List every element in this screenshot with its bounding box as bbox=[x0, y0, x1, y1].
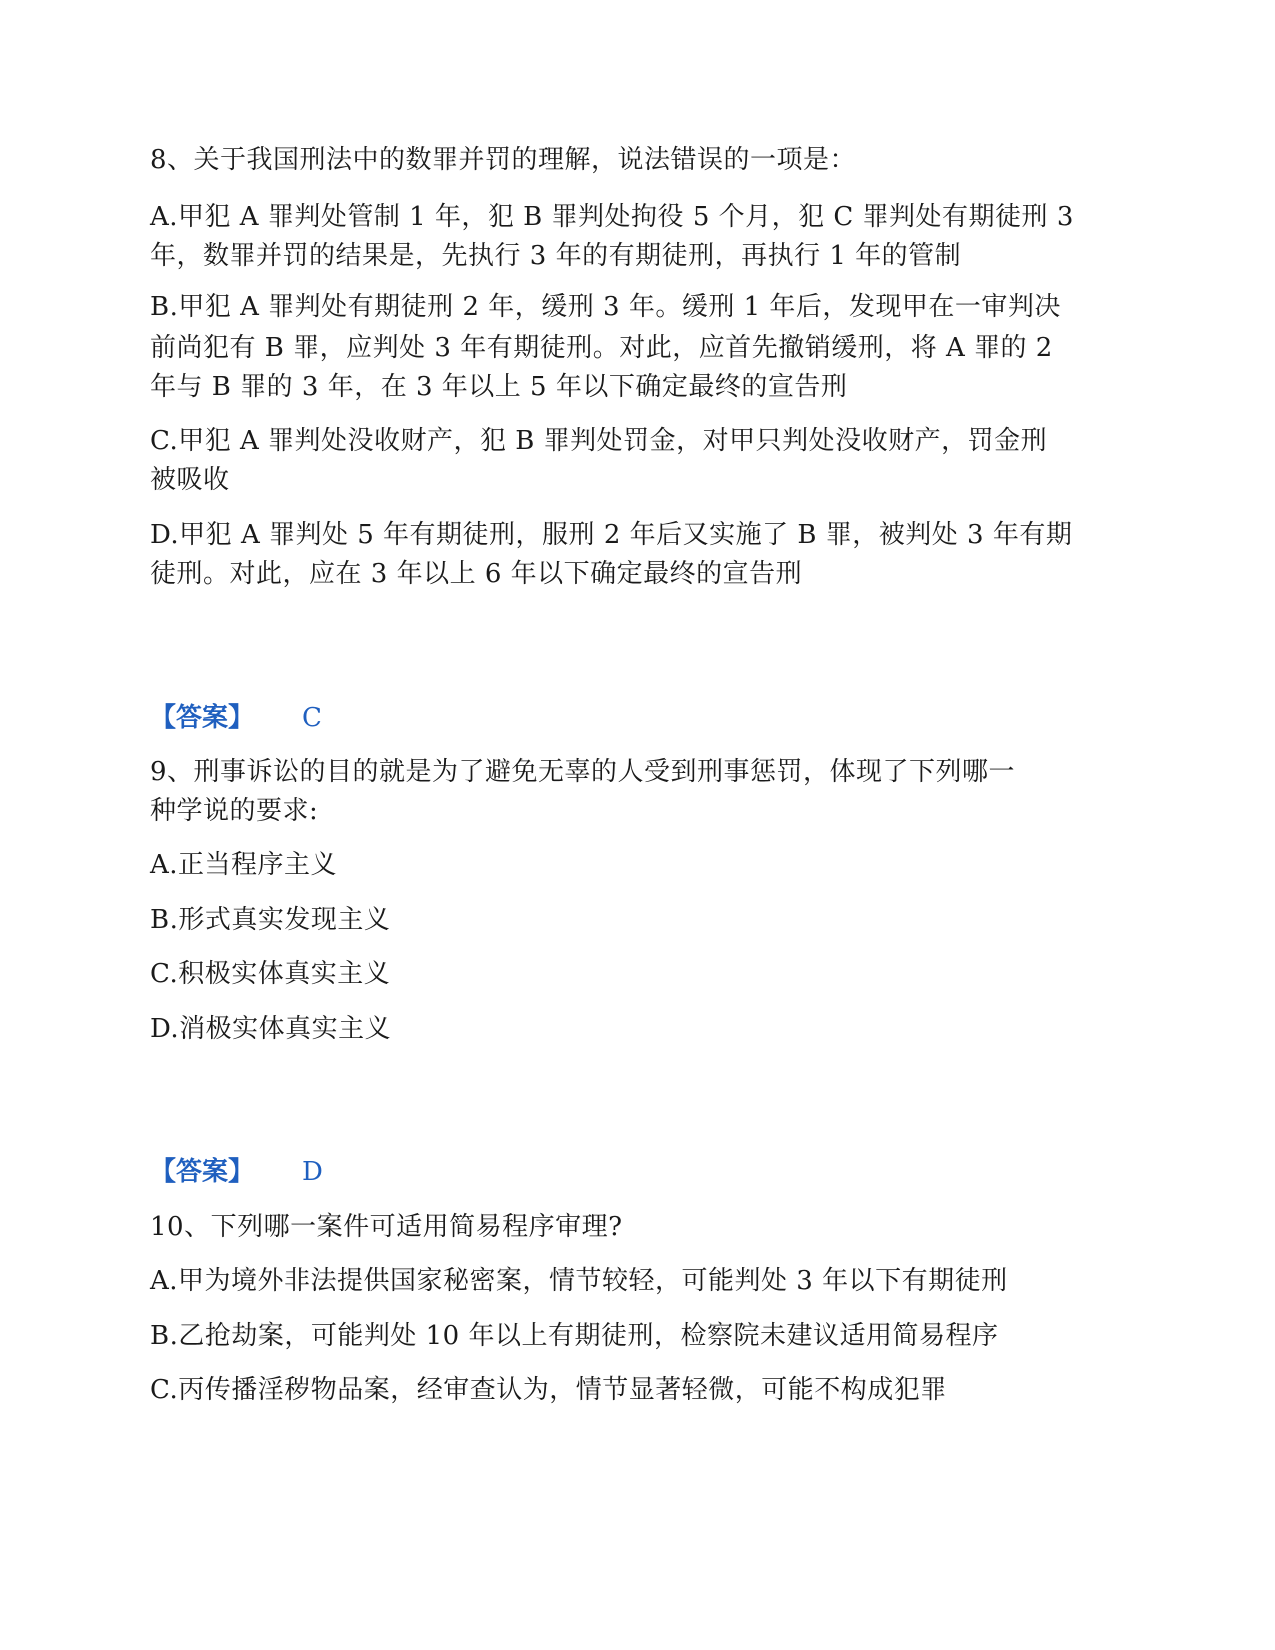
answer-value: C bbox=[302, 703, 322, 733]
question-8-option-d-line-1: D.甲犯 A 罪判处 5 年有期徒刑，服刑 2 年后又实施了 B 罪，被判处 3 年有期 bbox=[150, 520, 1073, 550]
question-10-option-a: A.甲为境外非法提供国家秘密案，情节较轻，可能判处 3 年以下有期徒刑 bbox=[150, 1266, 1008, 1296]
question-8-option-a-line-1: A.甲犯 A 罪判处管制 1 年，犯 B 罪判处拘役 5 个月，犯 C 罪判处有期徒刑 3 bbox=[150, 202, 1074, 232]
question-9-answer bbox=[150, 1152, 323, 1192]
answer-label: 【答案】 bbox=[150, 703, 255, 733]
question-9-option-c: C.积极实体真实主义 bbox=[150, 959, 391, 989]
answer-value: D bbox=[302, 1157, 323, 1187]
answer-label: 【答案】 bbox=[150, 1157, 255, 1187]
question-9-option-d: D.消极实体真实主义 bbox=[150, 1014, 392, 1044]
question-10-stem: 10、下列哪一案件可适用简易程序审理? bbox=[150, 1212, 623, 1242]
question-8-stem: 8、关于我国刑法中的数罪并罚的理解，说法错误的一项是： bbox=[150, 145, 857, 175]
question-8-option-b-line-3: 年与 B 罪的 3 年，在 3 年以上 5 年以下确定最终的宣告刑 bbox=[150, 372, 848, 402]
question-9-option-b: B.形式真实发现主义 bbox=[150, 905, 391, 935]
question-9-stem-line-1: 9、刑事诉讼的目的就是为了避免无辜的人受到刑事惩罚，体现了下列哪一 bbox=[150, 757, 1016, 787]
question-8-option-c-line-1: C.甲犯 A 罪判处没收财产，犯 B 罪判处罚金，对甲只判处没收财产，罚金刑 bbox=[150, 426, 1048, 456]
question-8-option-a-line-2: 年，数罪并罚的结果是，先执行 3 年的有期徒刑，再执行 1 年的管制 bbox=[150, 241, 962, 271]
document-page bbox=[150, 0, 1115, 1650]
question-8-option-b-line-2: 前尚犯有 B 罪，应判处 3 年有期徒刑。对此，应首先撤销缓刑，将 A 罪的 2 bbox=[150, 333, 1053, 363]
question-8-option-d-line-2: 徒刑。对此，应在 3 年以上 6 年以下确定最终的宣告刑 bbox=[150, 559, 803, 589]
question-8-option-b-line-1: B.甲犯 A 罪判处有期徒刑 2 年，缓刑 3 年。缓刑 1 年后，发现甲在一审判决 bbox=[150, 292, 1061, 322]
question-8-answer bbox=[150, 698, 322, 738]
question-10-option-b: B.乙抢劫案，可能判处 10 年以上有期徒刑，检察院未建议适用简易程序 bbox=[150, 1321, 999, 1351]
question-8-option-c-line-2: 被吸收 bbox=[150, 465, 230, 495]
question-9-option-a: A.正当程序主义 bbox=[150, 850, 338, 880]
question-9-stem-line-2: 种学说的要求: bbox=[150, 796, 319, 826]
question-10-option-c: C.丙传播淫秽物品案，经审查认为，情节显著轻微，可能不构成犯罪 bbox=[150, 1375, 947, 1405]
